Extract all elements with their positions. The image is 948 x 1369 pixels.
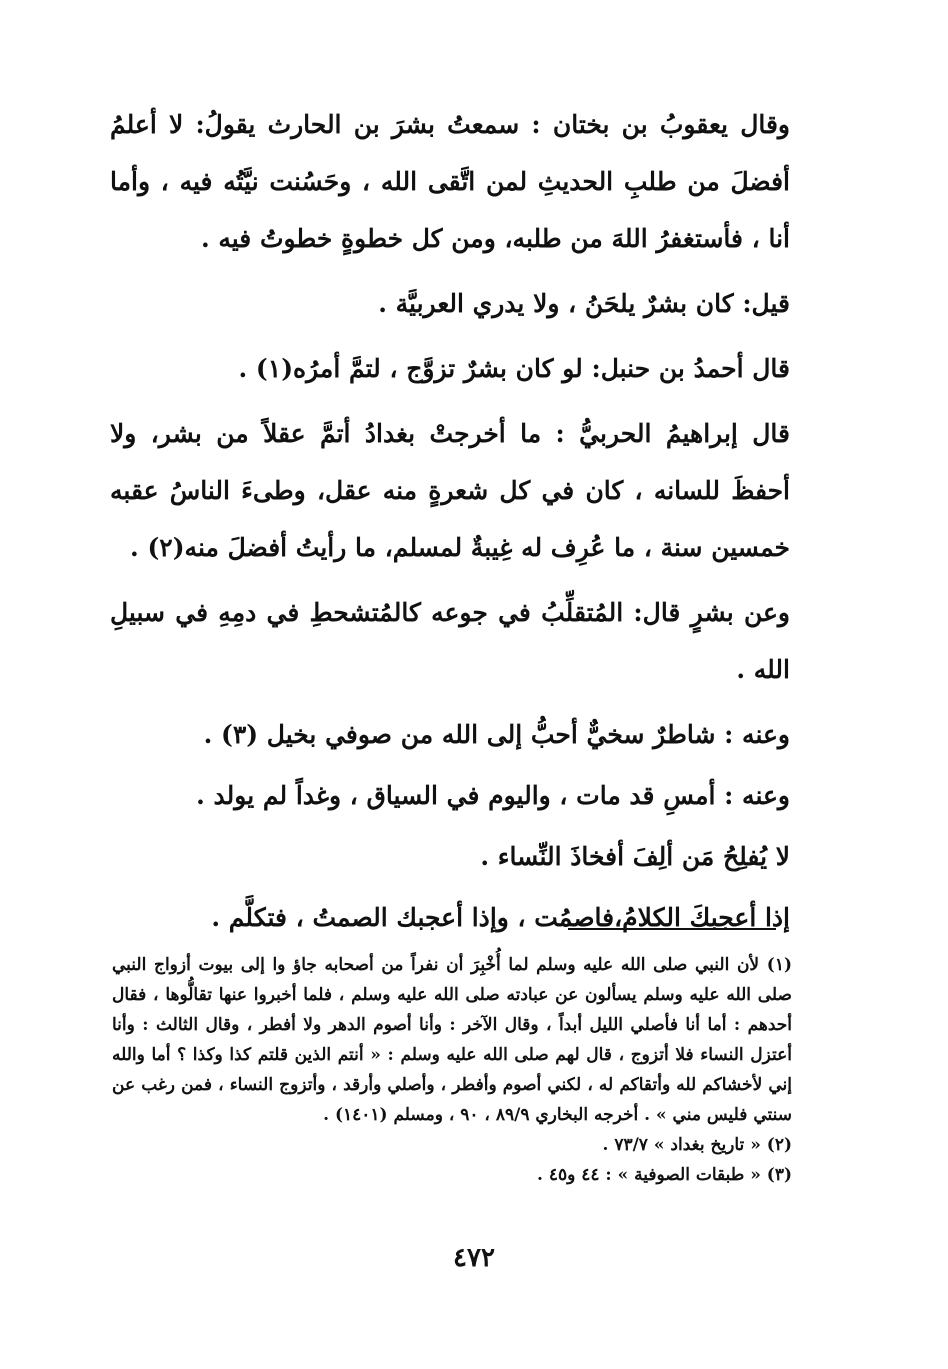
paragraph-silence-quote: إذا أعجبكَ الكلامُ،فاصمُت ، وإذا أعجبك الصمتُ ، فتكلَّم . xyxy=(211,903,790,932)
footnote-2: (٢) « تاريخ بغداد » ٧٣/٧ . xyxy=(602,1135,792,1155)
paragraph-yaqub-quote: وقال يعقوبُ بن بختان : سمعتُ بشرَ بن الحارث يقولُ: لا أعلمُ أفضلَ من طلبِ الحديثِ لمن اتَّقى الله ، وحَسُنت نيَّتُه فيه ، وأما أنا ، فأستغفرُ اللهَ من طلبه، ومن كل خطوةٍ خطوتُ فيه . xyxy=(110,110,790,253)
paragraph-hunger-quote: وعن بشرٍ قال: المُتقلِّبُ في جوعه كالمُتشحطِ في دمِهِ في سبيلِ الله . xyxy=(110,598,790,684)
paragraph-bishr-arabic: قيل: كان بشرٌ يلحَنُ ، ولا يدري العربيَّة . xyxy=(378,289,790,318)
paragraph-ahmad-quote: قال أحمدُ بن حنبل: لو كان بشرٌ تزوَّج ، لتمَّ أمرُه(١) . xyxy=(238,354,790,383)
paragraph-yesterday-quote: وعنه : أمسِ قد مات ، واليوم في السياق ، وغداً لم يولد . xyxy=(196,781,790,810)
paragraph-generous-quote: وعنه : شاطرٌ سخيٌّ أحبُّ إلى الله من صوفي بخيل (٣) . xyxy=(203,720,790,749)
footnote-divider xyxy=(568,928,776,930)
main-text-body xyxy=(110,96,790,950)
footnote-1: (١) لأن النبي صلى الله عليه وسلم لما أُخْبِرَ أن نفراً من أصحابه جاؤ وا إلى بيوت أزواج النبي صلى الله عليه وسلم يسألون عن عبادته صلى الله عليه وسلم ، فلما أخبروا عنها تقالُّوها ، فقال أحدهم : أما أنا فأصلي الليل أبداً ، وقال الآخر : وأنا أصوم الدهر ولا أفطر ، وقال الثالث : وأنا أعتزل النساء فلا أتزوج ، قال لهم صلى الله عليه وسلم : « أنتم الذين قلتم كذا وكذا ؟ أما والله إني لأخشاكم لله وأتقاكم له ، لكني أصوم وأفطر ، وأصلي وأرقد ، وأتزوج النساء ، فمن رغب عن سنتي فليس مني » . أخرجه البخاري ٨٩/٩ ، ٩٠ ، ومسلم (١٤٠١) . xyxy=(112,955,792,1125)
footnotes-section xyxy=(112,950,792,1190)
page-number: ٤٧٢ xyxy=(453,1243,495,1273)
paragraph-women-quote: لا يُفلِحُ مَن ألِفَ أفخاذَ النِّساء . xyxy=(480,842,790,871)
paragraph-ibrahim-quote: قال إبراهيمُ الحربيُّ : ما أخرجتْ بغدادُ أتمَّ عقلاً من بشر، ولا أحفظَ للسانه ، كان في كل شعرةٍ منه عقل، وطىءَ الناسُ عقبه خمسين سنة ، ما عُرِف له غِيبةٌ لمسلم، ما رأيتُ أفضلَ منه(٢) . xyxy=(110,419,790,562)
footnote-3: (٣) « طبقات الصوفية » : ٤٤ و٤٥ . xyxy=(536,1165,792,1185)
